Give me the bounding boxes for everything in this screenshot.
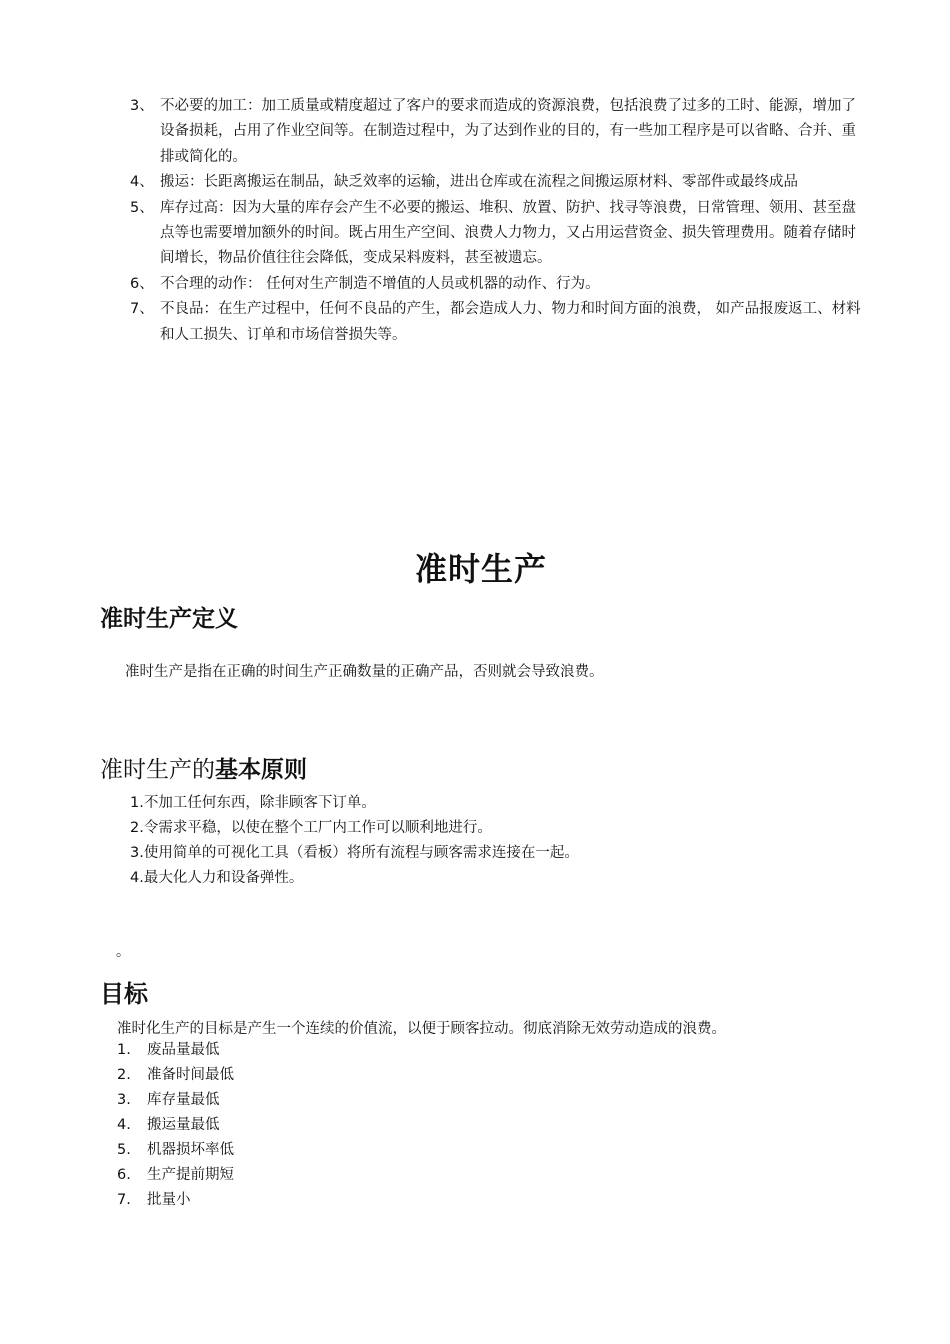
list-item-text: 库存量最低 [147, 1092, 220, 1108]
list-item-number: 3、 [130, 98, 154, 114]
list-item-text: 不良品：在生产过程中，任何不良品的产生，都会造成人力、物力和时间方面的浪费， 如产品报废返工、材料和人工损失、订单和市场信誉损失等。 [160, 301, 861, 343]
page-title: 准时生产 [414, 550, 547, 588]
principles-heading-prefix: 准时生产的 [100, 757, 215, 783]
list-item-number: 3. [117, 1092, 131, 1108]
list-item-number: 7、 [130, 301, 154, 318]
list-item-number: 2. [117, 1067, 131, 1083]
list-item-number: 7. [117, 1192, 131, 1208]
list-item [117, 1113, 234, 1138]
goals-list [117, 1038, 234, 1213]
list-item: 4.最大化人力和设备弹性。 [130, 870, 304, 886]
list-item [130, 94, 870, 170]
list-item-text: 机器损坏率低 [147, 1142, 234, 1158]
list-item-text: 准备时间最低 [147, 1067, 234, 1083]
list-item [117, 1088, 234, 1113]
list-item-text: 废品量最低 [147, 1042, 220, 1058]
waste-type-list [130, 94, 870, 348]
list-item [117, 1188, 234, 1213]
list-item [130, 272, 870, 297]
list-item-number: 4. [117, 1117, 131, 1133]
principles-heading-strong: 基本原则 [215, 757, 307, 783]
list-item [117, 1063, 234, 1088]
list-item-text: 搬运量最低 [147, 1117, 220, 1133]
principles-list [130, 791, 579, 891]
list-item-number: 5. [117, 1142, 131, 1158]
list-item-text: 不必要的加工：加工质量或精度超过了客户的要求而造成的资源浪费，包括浪费了过多的工时、能源，增加了设备损耗，占用了作业空间等。在制造过程中，为了达到作业的目的，有一些加工程序是可以省略、合并、重排或简化的。 [160, 98, 856, 165]
list-item-text: 库存过高：因为大量的库存会产生不必要的搬运、堆积、放置、防护、找寻等浪费，日常管理、领用、甚至盘点等也需要增加额外的时间。既占用生产空间、浪费人力物力，又占用运营资金、损失管理费用。随着存储时间增长，物品价值往往会降低，变成呆料废料，甚至被遗忘。 [160, 199, 856, 267]
list-item [130, 196, 870, 272]
goals-intro: 准时化生产的目标是产生一个连续的价值流，以便于顾客拉动。彻底消除无效劳动造成的浪费。 [117, 1021, 726, 1037]
principles-heading [100, 751, 307, 784]
list-item-text: 批量小 [147, 1192, 191, 1208]
list-item: 3.使用简单的可视化工具（看板）将所有流程与顾客需求连接在一起。 [130, 845, 579, 861]
list-item [130, 170, 870, 195]
list-item-text: 搬运：长距离搬运在制品，缺乏效率的运输，进出仓库或在流程之间搬运原材料、零部件或最终成品 [160, 174, 798, 191]
list-item-text: 不合理的动作： 任何对生产制造不增值的人员或机器的动作、行为。 [160, 275, 600, 292]
list-item: 1.不加工任何东西，除非顾客下订单。 [130, 795, 376, 811]
goals-heading: 目标 [100, 980, 148, 1008]
list-item-number: 1. [117, 1042, 131, 1058]
list-item-text: 生产提前期短 [147, 1167, 234, 1183]
list-item-number: 5、 [130, 199, 154, 216]
stray-punctuation: 。 [116, 944, 130, 960]
list-item-number: 6、 [130, 275, 154, 292]
definition-heading: 准时生产定义 [100, 606, 238, 632]
list-item-number: 6. [117, 1167, 131, 1183]
list-item [117, 1038, 234, 1063]
definition-text: 准时生产是指在正确的时间生产正确数量的正确产品，否则就会导致浪费。 [125, 664, 604, 680]
list-item-number: 4、 [130, 174, 154, 191]
list-item [117, 1138, 234, 1163]
list-item [130, 297, 870, 348]
list-item: 2.令需求平稳，以使在整个工厂内工作可以顺利地进行。 [130, 820, 492, 836]
list-item [117, 1163, 234, 1188]
